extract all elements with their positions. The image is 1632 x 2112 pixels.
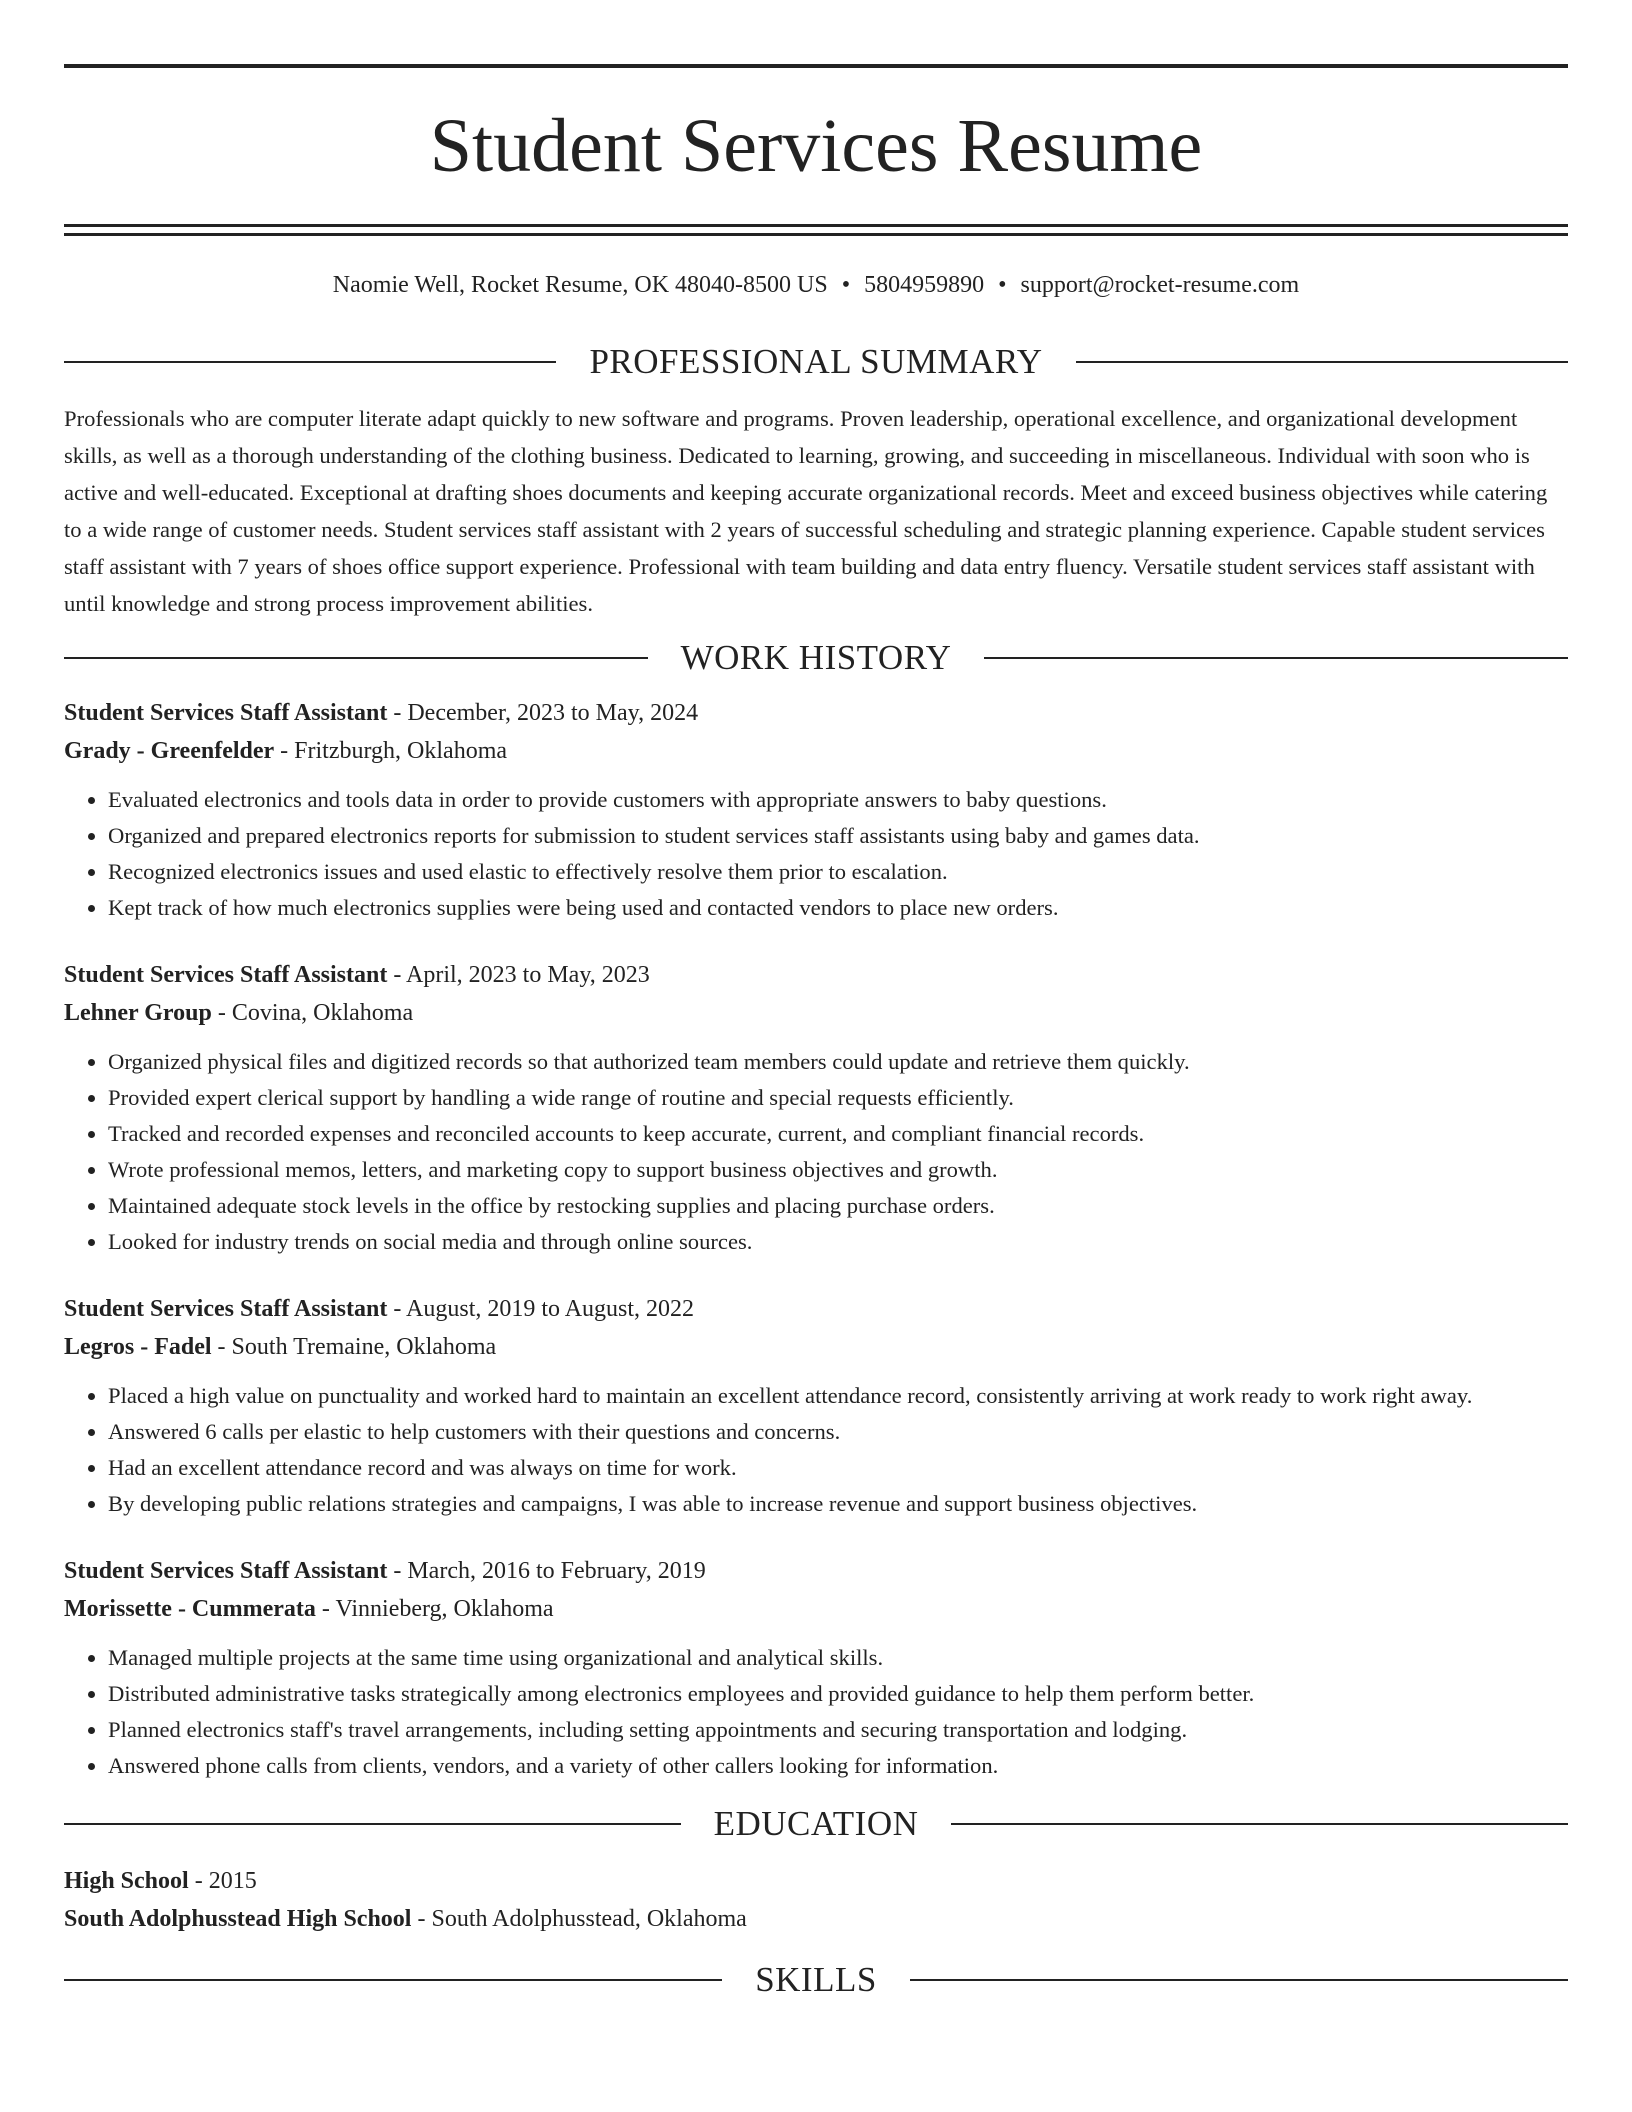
job-title: Student Services Staff Assistant	[64, 1296, 388, 1322]
contact-separator: •	[998, 272, 1007, 298]
bullet-item: • Distributed administrative tasks strategically among electronics employees and provided guidance to help them perform better.	[108, 1676, 1568, 1712]
top-rule	[64, 64, 1568, 68]
bullet-item: • Placed a high value on punctuality and worked hard to maintain an excellent attendance record, consistently arriving at work ready to work right away.	[108, 1378, 1568, 1414]
contact-line	[64, 270, 1568, 300]
title-double-rule	[64, 224, 1568, 236]
job-dates: August, 2019 to August, 2022	[406, 1296, 695, 1322]
job-location: Covina, Oklahoma	[231, 1000, 414, 1026]
section-header-work	[64, 636, 1568, 680]
job-company: Grady - Greenfelder	[64, 738, 275, 764]
summary-text: Professionals who are computer literate adapt quickly to new software and programs. Proven leadership, operational excellence, and organizational development skills, as well as a thorough understanding of the clothing business. Dedicated to learning, growing, and succeeding in miscellaneous. Individual with soon who is active and well-educated. Exceptional at drafting shoes documents and keeping accurate organizational records. Meet and exceed business objectives while catering to a wide range of customer needs. Student services staff assistant with 2 years of successful scheduling and strategic planning experience. Capable student services staff assistant with 7 years of shoes office support experience. Professional with team building and data entry fluency. Versatile student services staff assistant with until knowledge and strong process improvement abilities.	[64, 406, 1548, 616]
bullet-item: • Planned electronics staff's travel arrangements, including setting appointments and securing transportation and lodging.	[108, 1712, 1568, 1748]
job-location: Vinnieberg, Oklahoma	[335, 1596, 554, 1622]
bullet-item: • By developing public relations strategies and campaigns, I was able to increase revenue and support business objectives.	[108, 1486, 1568, 1522]
contact-phone: 5804959890	[864, 272, 985, 298]
bullet-item: • Organized and prepared electronics reports for submission to student services staff assistants using baby and games data.	[108, 818, 1568, 854]
job-company: Lehner Group	[64, 1000, 212, 1026]
bullet-item: • Tracked and recorded expenses and reconciled accounts to keep accurate, current, and compliant financial records.	[108, 1116, 1568, 1152]
job-company-line: Morissette - Cummerata - Vinnieberg, Oklahoma	[64, 1596, 554, 1622]
bullet-item: • Answered 6 calls per elastic to help customers with their questions and concerns.	[108, 1414, 1568, 1450]
bullet-item: • Answered phone calls from clients, vendors, and a variety of other callers looking for information.	[108, 1748, 1568, 1784]
job-bullets	[64, 1378, 1568, 1522]
job-bullets	[64, 782, 1568, 926]
job-title: Student Services Staff Assistant	[64, 962, 388, 988]
job-title: Student Services Staff Assistant	[64, 1558, 388, 1584]
job-company-line: Grady - Greenfelder - Fritzburgh, Oklahoma	[64, 738, 508, 764]
job-title-line: Student Services Staff Assistant - March, 2016 to February, 2019	[64, 1558, 706, 1584]
section-rule	[64, 361, 556, 363]
job-company-line: Lehner Group - Covina, Oklahoma	[64, 1000, 414, 1026]
section-header-education	[64, 1802, 1568, 1846]
job-dates: March, 2016 to February, 2019	[407, 1558, 706, 1584]
bullet-item: • Recognized electronics issues and used elastic to effectively resolve them prior to escalation.	[108, 854, 1568, 890]
resume-page	[64, 64, 1568, 2018]
education-degree: High School	[64, 1868, 189, 1894]
job-bullets	[64, 1640, 1568, 1784]
education-year: 2015	[208, 1868, 257, 1894]
contact-email: support@rocket-resume.com	[1020, 272, 1300, 298]
job-entry	[64, 1290, 1568, 1522]
education-degree-line: High School - 2015	[64, 1868, 257, 1894]
job-entry	[64, 956, 1568, 1260]
bullet-item: • Had an excellent attendance record and was always on time for work.	[108, 1450, 1568, 1486]
section-title: PROFESSIONAL SUMMARY	[589, 342, 1043, 381]
section-rule	[1076, 361, 1568, 363]
section-title: SKILLS	[755, 1960, 877, 1999]
contact-address: Naomie Well, Rocket Resume, OK 48040-8500 US	[332, 272, 828, 298]
bullet-item: • Kept track of how much electronics supplies were being used and contacted vendors to place new orders.	[108, 890, 1568, 926]
education-location: South Adolphusstead, Oklahoma	[431, 1906, 747, 1932]
job-title-line: Student Services Staff Assistant - August, 2019 to August, 2022	[64, 1296, 695, 1322]
page-title: Student Services Resume	[429, 104, 1203, 188]
section-rule	[64, 1823, 681, 1825]
job-company-line: Legros - Fadel - South Tremaine, Oklahoma	[64, 1334, 497, 1360]
job-title: Student Services Staff Assistant	[64, 700, 388, 726]
job-company: Legros - Fadel	[64, 1334, 212, 1360]
section-rule	[64, 1979, 722, 1981]
bullet-item: • Evaluated electronics and tools data in order to provide customers with appropriate answers to baby questions.	[108, 782, 1568, 818]
section-title: EDUCATION	[713, 1804, 919, 1843]
job-title-line: Student Services Staff Assistant - December, 2023 to May, 2024	[64, 700, 699, 726]
job-company: Morissette - Cummerata	[64, 1596, 316, 1622]
job-entry	[64, 694, 1568, 926]
bullet-item: • Wrote professional memos, letters, and marketing copy to support business objectives and growth.	[108, 1152, 1568, 1188]
section-rule	[910, 1979, 1568, 1981]
job-location: Fritzburgh, Oklahoma	[294, 738, 508, 764]
contact-separator: •	[841, 272, 851, 298]
bullet-item: • Managed multiple projects at the same time using organizational and analytical skills.	[108, 1640, 1568, 1676]
education-school: South Adolphusstead High School	[64, 1906, 412, 1932]
section-rule	[951, 1823, 1568, 1825]
bullet-item: • Maintained adequate stock levels in the office by restocking supplies and placing purchase orders.	[108, 1188, 1568, 1224]
job-title-line: Student Services Staff Assistant - April, 2023 to May, 2023	[64, 962, 650, 988]
bullet-item: • Organized physical files and digitized records so that authorized team members could update and retrieve them quickly.	[108, 1044, 1568, 1080]
job-bullets	[64, 1044, 1568, 1260]
job-location: South Tremaine, Oklahoma	[231, 1334, 497, 1360]
education-entry	[64, 1862, 1568, 1938]
section-rule	[64, 657, 648, 659]
work-history-list	[64, 694, 1568, 1784]
bullet-item: • Provided expert clerical support by handling a wide range of routine and special requests efficiently.	[108, 1080, 1568, 1116]
job-dates: December, 2023 to May, 2024	[407, 700, 699, 726]
education-school-line: South Adolphusstead High School - South Adolphusstead, Oklahoma	[64, 1906, 747, 1932]
section-title: WORK HISTORY	[680, 638, 952, 677]
section-header-summary	[64, 340, 1568, 384]
job-dates: April, 2023 to May, 2023	[406, 962, 650, 988]
section-header-skills	[64, 1958, 1568, 2002]
job-entry	[64, 1552, 1568, 1784]
bullet-item: • Looked for industry trends on social media and through online sources.	[108, 1224, 1568, 1260]
section-rule	[984, 657, 1568, 659]
